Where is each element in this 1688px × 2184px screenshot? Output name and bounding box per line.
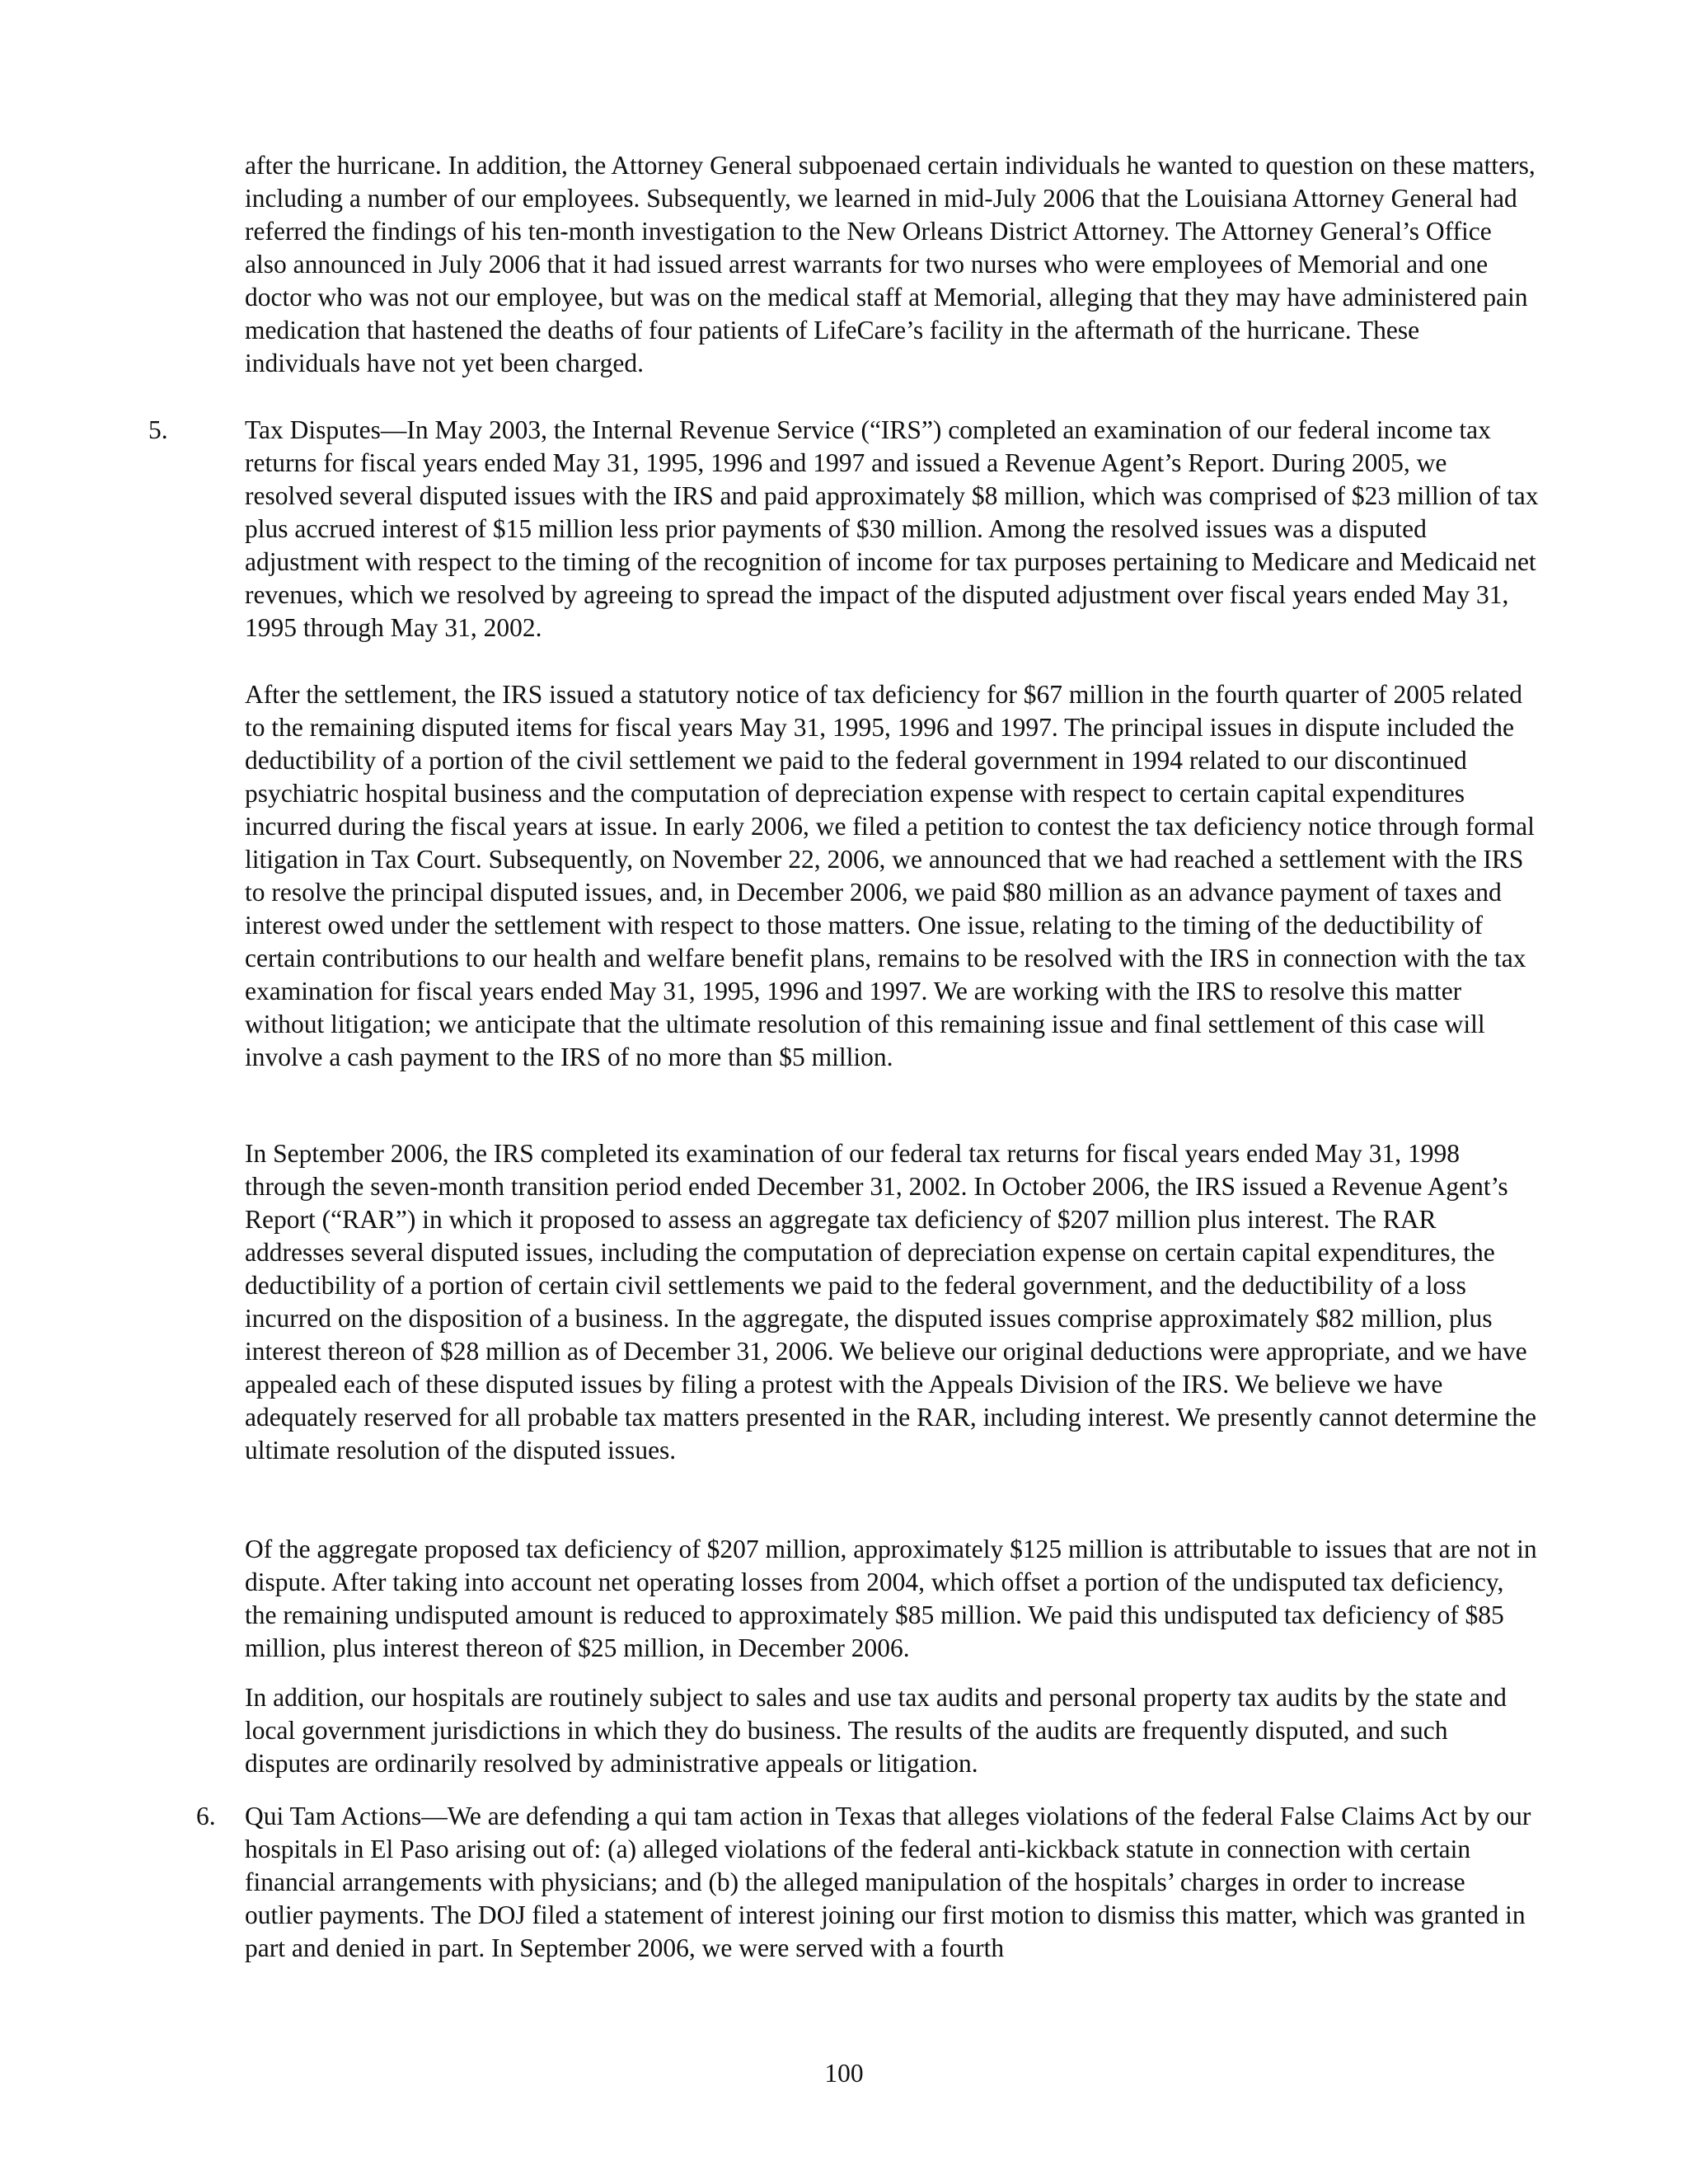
paragraph-tax-disputes: Tax Disputes—In May 2003, the Internal Revenue Service (“IRS”) completed an examination of our federal income tax returns for fiscal years ended May 31, 1995, 1996 and 1997 and issued a Revenue Agent’s Report. During 2005, we resolved several disputed issues with the IRS and paid approximately $8 million, which was comprised of $23 million of tax plus accrued interest of $15 million less prior payments of $30 million. Among the resolved issues was a disputed adjustment with respect to the timing of the recognition of income for tax purposes pertaining to Medicare and Medicaid net revenues, which we resolved by agreeing to spread the impact of the disputed adjustment over fiscal years ended May 31, 1995 through May 31, 2002. (245, 415, 1539, 642)
paragraph-irs-settlement: After the settlement, the IRS issued a statutory notice of tax deficiency for $67 million in the fourth quarter of 2005 related to the remaining disputed items for fiscal years May 31, 1995, 1996 and 1997. The principal issues in dispute included the deductibility of a portion of the civil settlement we paid to the federal government in 1994 related to our discontinued psychiatric hospital business and the computation of depreciation expense with respect to certain capital expenditures incurred during the fiscal years at issue. In early 2006, we filed a petition to contest the tax deficiency notice through formal litigation in Tax Court. Subsequently, on November 22, 2006, we announced that we had reached a settlement with the IRS to resolve the principal disputed issues, and, in December 2006, we paid $80 million as an advance payment of taxes and interest owed under the settlement with respect to those matters. One issue, relating to the timing of the deductibility of certain contributions to our health and welfare benefit plans, remains to be resolved with the IRS in connection with the tax examination for fiscal years ended May 31, 1995, 1996 and 1997. We are working with the IRS to resolve this matter without litigation; we anticipate that the ultimate resolution of this remaining issue and final settlement of this case will involve a cash payment to the IRS of no more than $5 million. (245, 680, 1535, 1071)
paragraph-hurricane-investigation: after the hurricane. In addition, the Attorney General subpoenaed certain individuals he wanted to question on these matters, including a number of our employees. Subsequently, we learned in mid-July 2006 that the Louisiana Attorney General had referred the findings of his ten-month investigation to the New Orleans District Attorney. The Attorney General’s Office also announced in July 2006 that it had issued arrest warrants for two nurses who were employees of Memorial and one doctor who was not our employee, but was on the medical staff at Memorial, alleging that they may have administered pain medication that hastened the deaths of four patients of LifeCare’s facility in the aftermath of the hurricane. These individuals have not yet been charged. (245, 151, 1536, 377)
page-number: 100 (824, 2059, 864, 2088)
paragraph-rar-examination: In September 2006, the IRS completed its examination of our federal tax returns for fiscal years ended May 31, 1998 through the seven-month transition period ended December 31, 2002. In October 2006, the IRS issued a Revenue Agent’s Report (“RAR”) in which it proposed to assess an aggregate tax deficiency of $207 million plus interest. The RAR addresses several disputed issues, including the computation of depreciation expense on certain capital expenditures, the deductibility of a portion of certain civil settlements we paid to the federal government, and the deductibility of a loss incurred on the disposition of a business. In the aggregate, the disputed issues comprise approximately $82 million, plus interest thereon of $28 million as of December 31, 2006. We believe our original deductions were appropriate, and we have appealed each of these disputed issues by filing a protest with the Appeals Division of the IRS. We believe we have adequately reserved for all probable tax matters presented in the RAR, including interest. We presently cannot determine the ultimate resolution of the disputed issues. (245, 1139, 1536, 1465)
item-number-5: 5. (148, 415, 168, 444)
paragraph-sales-use-tax-audits: In addition, our hospitals are routinely subject to sales and use tax audits and personal property tax audits by the state and local government jurisdictions in which they do business. The results of the audits are frequently disputed, and such disputes are ordinarily resolved by administrative appeals or litigation. (245, 1683, 1507, 1778)
paragraph-qui-tam-actions: Qui Tam Actions—We are defending a qui tam action in Texas that alleges violations of the federal False Claims Act by our hospitals in El Paso arising out of: (a) alleged violations of the federal anti-kickback statute in connection with certain financial arrangements with physicians; and (b) the alleged manipulation of the hospitals’ charges in order to increase outlier payments. The DOJ filed a statement of interest joining our first motion to dismiss this matter, which was granted in part and denied in part. In September 2006, we were served with a fourth (245, 1802, 1531, 1962)
item-number-6: 6. (196, 1802, 216, 1830)
paragraph-undisputed-deficiency: Of the aggregate proposed tax deficiency of $207 million, approximately $125 million is attributable to issues that are not in dispute. After taking into account net operating losses from 2004, which offset a portion of the undisputed tax deficiency, the remaining undisputed amount is reduced to approximately $85 million. We paid this undisputed tax deficiency of $85 million, plus interest thereon of $25 million, in December 2006. (245, 1535, 1537, 1662)
